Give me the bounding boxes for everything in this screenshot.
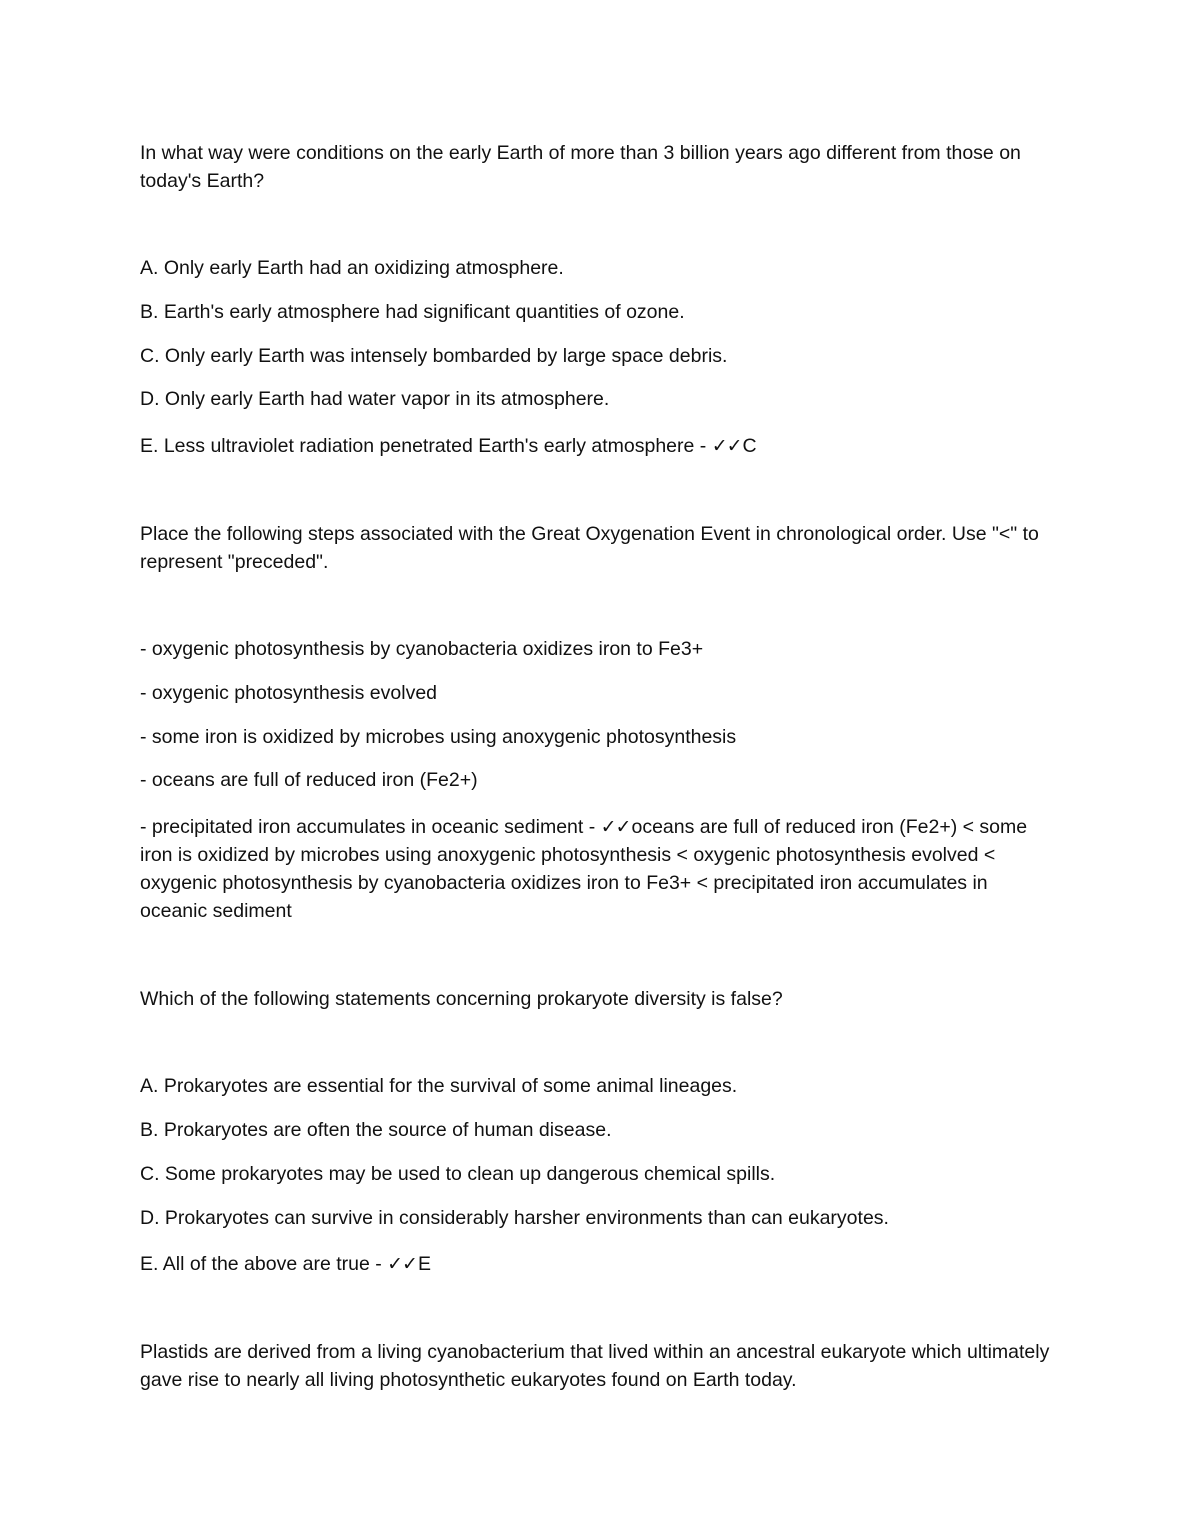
q1-option-d: D. Only early Earth had water vapor in its atmosphere. <box>140 388 610 410</box>
q2-answer: oceans are full of reduced iron (Fe2+) < some iron is oxidized by microbes using anoxygenic photosynthesis < oxygenic photosynthesis evolved < oxygenic photosynthesis by cyanobacteria oxidizes iron to Fe3+ < precipitated iron accumulates in oceanic sediment <box>140 816 1028 922</box>
q2-step-5-text: - precipitated iron accumulates in oceanic sediment - <box>140 816 601 838</box>
q3-option-e-text: E. All of the above are true - <box>140 1253 388 1275</box>
q1-option-e-text: E. Less ultraviolet radiation penetrated Earth's early atmosphere - <box>140 435 712 457</box>
q3-option-a: A. Prokaryotes are essential for the survival of some animal lineages. <box>140 1075 738 1097</box>
q3-option-e <box>140 1250 1052 1278</box>
q1-option-b: B. Earth's early atmosphere had significant quantities of ozone. <box>140 301 685 323</box>
q2-step-5 <box>140 813 1052 925</box>
q1-option-e <box>140 432 1052 460</box>
q2-step-1: - oxygenic photosynthesis by cyanobacteria oxidizes iron to Fe3+ <box>140 638 704 660</box>
q1-option-c: C. Only early Earth was intensely bombarded by large space debris. <box>140 345 728 367</box>
q2-step-4: - oceans are full of reduced iron (Fe2+) <box>140 769 478 791</box>
q1-answer: C <box>742 435 757 457</box>
q3-option-d: D. Prokaryotes can survive in considerably harsher environments than can eukaryotes. <box>140 1207 889 1229</box>
q1-option-a: A. Only early Earth had an oxidizing atmosphere. <box>140 257 564 279</box>
q3-answer: E <box>417 1253 431 1275</box>
double-check-icon: ✓✓ <box>711 435 742 457</box>
q2-step-3: - some iron is oxidized by microbes using anoxygenic photosynthesis <box>140 726 737 748</box>
double-check-icon: ✓✓ <box>387 1253 417 1275</box>
q4-statement: Plastids are derived from a living cyanobacterium that lived within an ancestral eukaryote which ultimately gave rise to nearly all living photosynthetic eukaryotes found on Earth today. <box>140 1341 1050 1391</box>
q2-question: Place the following steps associated with the Great Oxygenation Event in chronological order. Use "<" to represent "preceded". <box>140 523 1039 573</box>
q3-option-b: B. Prokaryotes are often the source of human disease. <box>140 1119 612 1141</box>
q2-step-2: - oxygenic photosynthesis evolved <box>140 682 438 704</box>
q3-question: Which of the following statements concerning prokaryote diversity is false? <box>140 988 783 1010</box>
q1-question: In what way were conditions on the early Earth of more than 3 billion years ago different from those on today's Earth? <box>140 142 1021 192</box>
q3-option-c: C. Some prokaryotes may be used to clean up dangerous chemical spills. <box>140 1163 776 1185</box>
double-check-icon: ✓✓ <box>600 816 631 838</box>
